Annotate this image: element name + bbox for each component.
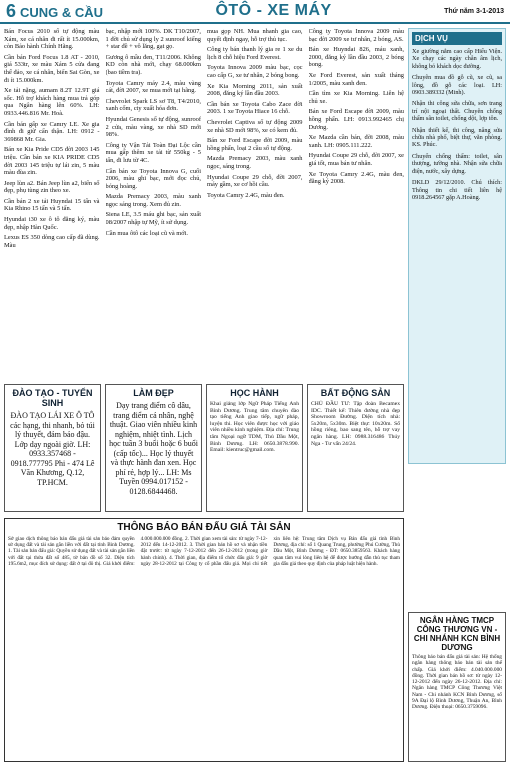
learning-title: HỌC HÀNH: [230, 388, 279, 398]
classified-ad: Xe tải nặng, aumam 8.2T 12.9T giá sốc. Hỗ trợ khách hàng mua trả góp qua Ngân hàng lên 60%. LH: 0933.446.816 Mr. Hoà.: [4, 87, 100, 117]
beauty-box: [105, 384, 202, 512]
auction-notice: [4, 518, 404, 762]
classified-ad: Xe Kia Morning 2011, sản xuất 2008, đăng ký lần đầu 2003.: [207, 82, 303, 98]
classified-ad: Cần bán Ford Focus 1.8 AT - 2010, giá 533tr, xe màu Xám 5 cửa đang thế đảo, xe cá nhân, biển Sai Gòn, xe đi ít 15.000km.: [4, 53, 100, 84]
column-4: [309, 28, 405, 380]
recruit-text: ĐÀO TẠO LÁI XE Ô TÔ các hạng, thi nhanh, bỏ túi lý thuyết, đảm bảo đậu. Lớp dạy ngoài giờ. LH: 0933.357468 - 0918.777795 Phi - 474 Lê Văn Khương, Q.12, TP.HCM.: [10, 411, 95, 487]
classified-ad: Xe Toyota Camry 2.4G, màu đen, đăng ký 2008.: [308, 170, 404, 186]
classified-ad: Cần mua ôtô các loại cũ và mới.: [105, 229, 189, 237]
classified-ad: Công ty Vận Tải Toàn Đại Lộc cần mua gấp thêm xe tải từ 550kg - 5 tấn, đi lưu từ 4C.: [105, 141, 201, 164]
classified-ad: Hyundai Coupe 29 chỗ, đời 2007, máy gầm, xe cơ hồi cầu.: [207, 173, 303, 189]
classified-ad: mua gọp NH. Mua nhanh gia cao, quyết định ngay, hỗ trợ thủ tục.: [207, 28, 303, 43]
classified-ad: Mazda Premacy 2003, màu xanh ngọc sáng trong. Xem đủ zin.: [105, 193, 201, 208]
auction-body: Sở giao dịch thông báo bán đấu giá tài sản bảo đảm quyền sử dụng đất và tài sản gắn liền với đất tại tỉnh Bình Dương. 1. Tài sản bán đấu giá: Quyền sử dụng đất và tài sản gắn liền với đất tại thửa đất số 485, tờ bản đồ số 32. Diện tích 195.6m2, mục đích sử dụng: đất ở tại đô thị. Giá khởi điểm: 4.000.000.000 đồng. 2. Thời gian xem tài sản: từ ngày 7-12-2012 đến 14-12-2012. 3. Thời gian bán hồ sơ và nhận tiền đặt trước: từ ngày 7-12-2012 đến 26-12-2012 (trong giờ hành chính). 4. Thời gian, địa điểm tổ chức đấu giá: 9 giờ ngày 28-12-2012 tại Công ty cổ phần đấu giá. Mọi chi tiết xin liên hệ: Trung tâm Dịch vụ Bán đấu giá tỉnh Bình Dương, địa chỉ: số 1 Quang Trung, phường Phú Cường, Thủ Dầu Một, Bình Dương - ĐT: 0650.3859563. Khách hàng quan tâm vui lòng liên hệ để được hướng dẫn thủ tục tham gia đấu giá theo quy định của pháp luật hiện hành.: [8, 536, 400, 567]
classified-ad: Bán Focus 2010 số tự động màu Xám, xe cá nhân đi rất ít 15.000km, còn Bảo hành Chính Hãng.: [4, 28, 100, 51]
classified-ad: Siena LE, 3.5 máu ghi bạc, sản xuất 08/2007 nhập tự Mỹ, ít sử dụng.: [105, 211, 201, 227]
classified-ad: Công ty Toyota Innova 2009 màu bạc đời 2009 xe tư nhân, 2 bóng, AS.: [308, 28, 404, 43]
classified-ad: Toyota Innova 2009 màu bạc, cọc cao cấp G, xe tư nhân, 2 bóng bong.: [207, 64, 303, 79]
page-number: 6: [6, 0, 17, 21]
classified-ad: Xe Mazda cần bán, đời 2008, màu xanh. LH: 0905.111.222.: [308, 134, 404, 149]
bds-summary-text: CHỦ ĐẦU TƯ: Tập đoàn Becamex IDC. Thiết kế: Thiên đường nhà đẹp Showroom Đường. Diện tích nhà: 5x20m, 5x30m. Biệt thự: 10x20m. Sổ hồng riêng, bao sang tên, hỗ trợ vay ngân hàng. LH: 0988.316486 Thúy Nga - Tư vấn 24/24.: [311, 401, 400, 447]
classified-ad: bạc, nhập mới 100%. DK T10/2007, 1 đời chủ sử dụng ly 2 sunroof kiểng + star đề + vô lăng, gạt gọ.: [105, 28, 201, 51]
service-ad: Nhận thiết kế, thi công, nâng sửa chữa nhà phố, biệt thự, văn phòng. KS. Phúc.: [412, 126, 502, 149]
bank-text: Thông báo bán đấu giá tài sản: Hệ thống ngân hàng thông báo bán tài sản thế chấp. Giá khởi điểm: 4.040.000.000 đồng. Thời gian bán hồ sơ: từ ngày 12-12-2012 đến ngày 26-12-2012. Địa chỉ: Ngân hàng TMCP Công Thương Việt Nam - Chi nhánh KCN Bình Dương, số 9A Đại lộ Bình Dương, Thuận An, Bình Dương. Điện thoại: 0650.3759096.: [412, 654, 502, 711]
column-3: [207, 28, 303, 380]
classified-ad: Bán xe Kia Pride CD5 đời 2003 145 triệu. Cần bán xe KIA PRIDE CD5 đời 2003 145 triệu tự lái zin, 5 màu màu đùa zin.: [4, 146, 100, 177]
classified-ad: Cần bán gấp xe Camry LE. Xe gia đình đi giữ cẩn thận. LH: 0912 - 369868 Mr. Gia.: [4, 120, 100, 143]
bds-summary-box: [307, 384, 404, 512]
services-sidebar: [408, 28, 506, 464]
recruit-title: ĐÀO TẠO - TUYỂN SINH: [12, 388, 93, 408]
classified-ad: Cần tìm xe Kia Morning. Liên hệ chủ xe.: [308, 90, 404, 105]
beauty-text: Dạy trang điểm cô dâu, trang điểm cá nhân, nghệ thuật. Giao viên nhiều kinh nghiệm, nhiệt tình. Lịch học tuần 3 buổi hoặc 6 buổi (cấp tốc)... Học lý thuyết và thực hành đan xen. Học phí rẻ, hợp lý... LH: Ms Tuyền 0994.017152 - 0128.6844468.: [109, 401, 198, 496]
beauty-title: LÀM ĐẸP: [133, 388, 174, 398]
auction-title: THÔNG BÁO BÁN ĐẤU GIÁ TÀI SẢN: [117, 522, 291, 533]
section-title: ÔTÔ - XE MÁY: [215, 2, 332, 19]
classified-ad: Xe Ford Everest, sản xuất tháng 1/2005, màu xanh đen.: [308, 71, 404, 87]
service-ad: Chuyển chống thấm: toilet, sân thượng, tường nhà. Nhận sửa chữa điện, nước, xây dựng.: [412, 152, 502, 175]
classified-ad: Lexus ES 350 dòng cao cấp đã dùng. Màu: [4, 234, 100, 249]
learning-text: Khai giảng lớp Ngữ Pháp Tiếng Anh Bình Dương. Trung tâm chuyên đào tạo tiếng Anh giao tiếp, ngữ pháp, luyện thi. Học viên được học với giáo viên nhiều kinh nghiệm. Địa chỉ: Trung tâm Ngoại ngữ TDM, Thủ Dầu Một, Bình Dương. LH: 0650.3878.990. Email: kientruc@gmail.com.: [210, 401, 299, 454]
bank-title: NGÂN HÀNG TMCP CÔNG THƯƠNG VN - CHI NHÁNH KCN BÌNH DƯƠNG: [413, 616, 501, 652]
classified-ad: Bán xe Ford Escape đời 2009, màu hồng phấn, loại 2 cầu số tự động.: [207, 137, 303, 152]
brand-logo-text: CUNG & CẦU: [20, 4, 104, 20]
classified-ad: Cần bán 2 xe tải Huyndai 15 tấn và Kia Rhino 15 tấn và 5 tấn.: [4, 197, 100, 213]
classified-ad: Toyota Camry 2.4G, màu đen.: [207, 191, 285, 199]
issue-date: Thứ năm 3-1-2013: [444, 7, 504, 15]
classified-ad: Cần bán xe Toyota Cabo Zace đời 2003. 1 xe Toyota Hiace 16 chỗ.: [207, 100, 303, 116]
classified-ad: Chevrolet Spark LS sơ T8, T4/2010, xanh cốm, cty xuất hóa đơn.: [105, 97, 201, 113]
service-ad: Nhận thi công sửa chữa, sơn trang trí nội ngoại thất. Chuyên chống thấm sân toilet, chống dột, lợp tôn.: [412, 100, 502, 123]
recruit-box: [4, 384, 101, 512]
classified-ad: Jeep lùn a2. Bán Jeep lùn a2, biển số đẹp, phụ tùng zin theo xe.: [4, 179, 100, 195]
service-ad: DKLD 29/12/2010. Chú thích: Thông tin chi tiết liên hệ 0918.264567 gặp A.Hoàng.: [412, 179, 502, 201]
classified-ad: Bán xe Huyndai 826, máu xanh, 2000, đăng ký lần đầu 2003, 2 bóng bong.: [308, 46, 404, 69]
masthead: [0, 0, 510, 24]
column-1: [4, 28, 100, 380]
classified-ad: Công ty bán thanh lý gia re 1 xe du lịch 8 chỗ hiệu Ford Everest.: [207, 46, 303, 61]
service-ad: Chuyên mua đồ gỗ cũ, xe cũ, sa lông, đồ gỗ các loại. LH: 0903.389332 (Minh).: [412, 74, 502, 97]
bds-summary-title: BẤT ĐỘNG SẢN: [320, 388, 391, 398]
classified-ad: Chevrolet Captiva số tự động 2009 xe nhà SD mới 98%, xe có kem đủ.: [207, 118, 303, 134]
classified-ad: Bán xe Ford Escape đời 2009, màu hồng phấn. LH: 0913.992465 chị Dương.: [308, 108, 404, 131]
classified-ad: Hyundai i30 xe ô tô đăng ký, màu đẹp, nhập Hàn Quốc.: [4, 216, 100, 231]
column-2: [106, 28, 202, 380]
services-heading: DỊCH VỤ: [412, 32, 502, 45]
classified-ad: Cần bán xe Toyota Innova G, cuối 2006, màu ghi bạc, mới đọc chủ, bóng hoàng.: [105, 167, 201, 190]
classified-columns: [4, 28, 404, 380]
bank-box: [408, 612, 506, 762]
feature-boxes: [4, 384, 404, 512]
classified-ad: Toyota Camry máy 2.4, màu vàng cát, đời 2007, xe mua mới tại hãng.: [105, 79, 201, 95]
learning-box: [206, 384, 303, 512]
classified-ad: Hyundai Coupe 29 chỗ, đời 2007, xe giá tốt, mua bán tư nhân.: [308, 152, 404, 167]
classified-ad: Gương ô mầu đen, T11/2006. Không KD còn nhà mới, chạy 68.000km (bao tiềm tra).: [105, 53, 201, 76]
masthead-left: [6, 1, 103, 22]
classified-ad: Mazda Premacy 2003, màu xanh ngọc, sáng trong.: [207, 155, 303, 170]
service-ad: Xe giường nằm cao cấp Hiếu Viện. Xe chạy các ngày chẵn âm lịch, không bỏ khách dọc đường.: [412, 48, 502, 70]
classified-ad: Hyundai Genesis số tự động, sunroof 2 cửa, màu vàng, xe nhà SD mới 98%.: [105, 115, 201, 139]
